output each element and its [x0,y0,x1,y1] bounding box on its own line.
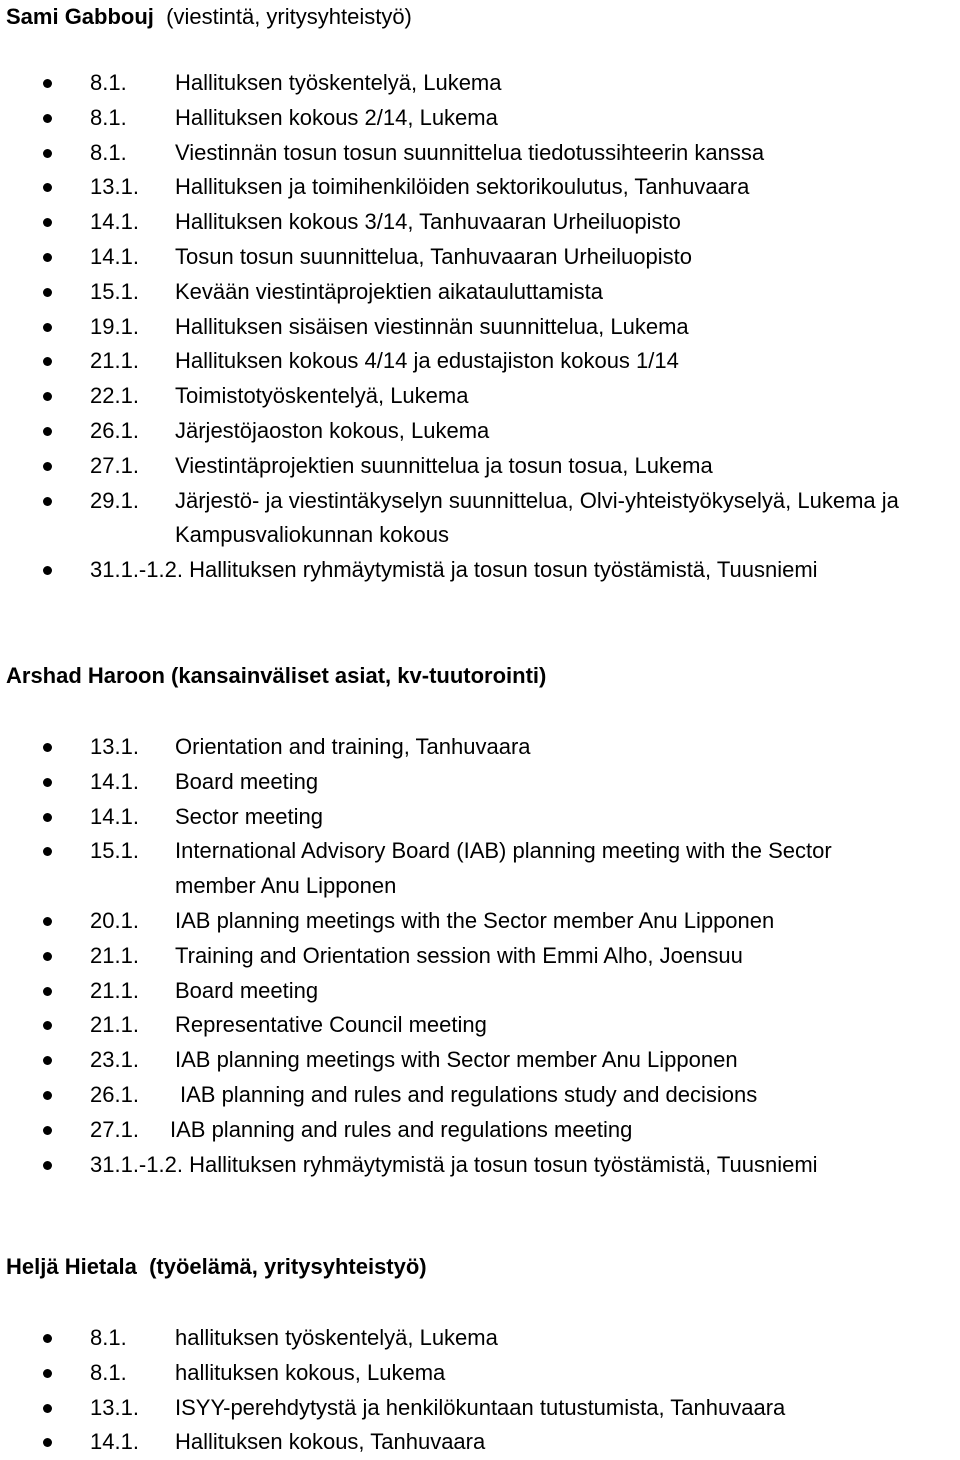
entry-date: 19.1. [90,313,139,339]
list-item [6,1425,960,1460]
list-item [6,449,960,484]
bullet-icon [43,566,52,575]
list-item [6,484,960,554]
list-item [6,1356,960,1391]
section-sami-gabbouj [6,2,960,588]
entry-date: 29.1. [90,487,139,513]
entry-date: 8.1. [90,1359,127,1385]
entry-date: 22.1. [90,383,139,409]
person-role: (työelämä, yritysyhteistyö) [149,1254,427,1279]
list-item [6,240,960,275]
bullet-icon [43,79,52,88]
section-heading [6,1252,960,1282]
list-item [6,170,960,205]
entry-date: 26.1. [90,417,139,443]
entry-text: IAB planning meetings with the Sector member Anu Lipponen [175,907,775,933]
list-item [6,310,960,345]
list-item [6,553,960,588]
bullet-icon [43,1126,52,1135]
entry-text: Hallituksen ja toimihenkilöiden sektorikoulutus, Tanhuvaara [175,174,750,200]
list-item [6,205,960,240]
list-item [6,1043,960,1078]
bullet-icon [43,114,52,123]
entry-text: Hallituksen kokous 3/14, Tanhuvaaran Urheiluopisto [175,209,681,235]
list-item [6,275,960,310]
bullet-icon [43,392,52,401]
list-item [6,101,960,136]
bullet-icon [43,1161,52,1170]
section-heading [6,661,960,691]
entry-date: 13.1. [90,734,139,759]
entry-text: hallituksen työskentelyä, Lukema [175,1325,498,1350]
bullet-icon [43,987,52,996]
entry-date: 14.1. [90,803,139,829]
entry-text: hallituksen kokous, Lukema [175,1359,446,1385]
bullet-icon [43,1369,52,1378]
entry-text: 31.1.-1.2. Hallituksen ryhmäytymistä ja tosun tosun työstämistä, Tuusniemi [90,557,818,583]
activity-list [6,66,960,588]
entry-text: Board meeting [175,977,319,1003]
bullet-icon [43,149,52,158]
list-item [6,1391,960,1426]
entry-date: 27.1. [90,1116,139,1142]
bullet-icon [43,218,52,227]
entry-date: 8.1. [90,139,127,165]
entry-date: 27.1. [90,452,139,478]
bullet-icon [43,743,52,752]
entry-text: Representative Council meeting [175,1012,487,1038]
bullet-icon [43,952,52,961]
list-item [6,834,960,904]
entry-text: Hallituksen kokous, Tanhuvaara [175,1429,486,1455]
bullet-icon [43,1056,52,1065]
bullet-icon [43,462,52,471]
bullet-icon [43,813,52,822]
entry-text: Tosun tosun suunnittelua, Tanhuvaaran Urheiluopisto [175,243,692,269]
entry-date: 21.1. [90,1012,139,1038]
bullet-icon [43,357,52,366]
entry-text: Hallituksen kokous 2/14, Lukema [175,104,498,130]
person-name: Sami Gabbouj [6,4,154,29]
entry-date: 14.1. [90,243,139,269]
entry-text: Järjestö- ja viestintäkyselyn suunnittelua, Olvi-yhteistyökyselyä, Lukema ja Kampusvaliokunnan kokous [175,487,899,548]
entry-date: 8.1. [90,104,127,130]
bullet-icon [43,778,52,787]
entry-text: International Advisory Board (IAB) planning meeting with the Sector member Anu Lipponen [175,838,832,899]
person-name: Arshad Haroon [6,663,165,688]
entry-date: 14.1. [90,209,139,235]
list-item [6,800,960,835]
entry-text: Hallituksen työskentelyä, Lukema [175,70,502,95]
list-item [6,1008,960,1043]
list-item [6,1078,960,1113]
list-item [6,1148,960,1183]
entry-date: 23.1. [90,1047,139,1073]
person-role: (kansainväliset asiat, kv-tuutorointi) [171,663,547,688]
entry-text: Viestintäprojektien suunnittelua ja tosun tosua, Lukema [175,452,713,478]
entry-text: IAB planning and rules and regulations study and decisions [180,1081,758,1107]
entry-date: 21.1. [90,348,139,374]
bullet-icon [43,1091,52,1100]
activity-list [6,730,960,1182]
bullet-icon [43,1021,52,1030]
person-name: Heljä Hietala [6,1254,137,1279]
bullet-icon [43,847,52,856]
entry-date: 13.1. [90,1394,139,1420]
entry-date: 14.1. [90,1429,139,1455]
entry-date: 21.1. [90,977,139,1003]
entry-text: Toimistotyöskentelyä, Lukema [175,383,469,409]
list-item [6,66,960,101]
entry-text: Kevään viestintäprojektien aikatauluttamista [175,278,604,304]
entry-date: 21.1. [90,942,139,968]
entry-text: 31.1.-1.2. Hallituksen ryhmäytymistä ja tosun tosun työstämistä, Tuusniemi [90,1151,818,1177]
entry-text: Sector meeting [175,803,323,829]
entry-text: Järjestöjaoston kokous, Lukema [175,417,490,443]
section-helja-hietala [6,1252,960,1460]
bullet-icon [43,917,52,926]
list-item [6,1321,960,1356]
entry-date: 14.1. [90,768,139,794]
list-item [6,1113,960,1148]
entry-date: 15.1. [90,838,139,864]
entry-text: Hallituksen kokous 4/14 ja edustajiston kokous 1/14 [175,348,679,374]
bullet-icon [43,1438,52,1447]
list-item [6,939,960,974]
bullet-icon [43,497,52,506]
entry-date: 20.1. [90,907,139,933]
entry-text: ISYY-perehdytystä ja henkilökuntaan tutustumista, Tanhuvaara [175,1394,786,1420]
bullet-icon [43,1404,52,1413]
list-item [6,344,960,379]
entry-text: Orientation and training, Tanhuvaara [175,734,531,759]
bullet-icon [43,253,52,262]
entry-date: 8.1. [90,70,127,95]
entry-date: 13.1. [90,174,139,200]
entry-text: Training and Orientation session with Emmi Alho, Joensuu [175,942,743,968]
entry-text: IAB planning meetings with Sector member Anu Lipponen [175,1047,738,1073]
entry-date: 8.1. [90,1325,127,1350]
person-role: (viestintä, yritysyhteistyö) [166,4,412,29]
bullet-icon [43,323,52,332]
entry-text: Board meeting [175,768,319,794]
list-item [6,136,960,171]
list-item [6,765,960,800]
section-arshad-haroon [6,661,960,1182]
entry-text: IAB planning and rules and regulations meeting [170,1116,633,1142]
entry-text: Hallituksen sisäisen viestinnän suunnittelua, Lukema [175,313,689,339]
entry-date: 26.1. [90,1081,139,1107]
bullet-icon [43,288,52,297]
bullet-icon [43,183,52,192]
list-item [6,730,960,765]
list-item [6,904,960,939]
bullet-icon [43,1334,52,1343]
list-item [6,414,960,449]
activity-list [6,1321,960,1460]
bullet-icon [43,427,52,436]
entry-date: 15.1. [90,278,139,304]
list-item [6,974,960,1009]
list-item [6,379,960,414]
entry-text: Viestinnän tosun tosun suunnittelua tiedotussihteerin kanssa [175,139,765,165]
section-heading [6,2,960,32]
